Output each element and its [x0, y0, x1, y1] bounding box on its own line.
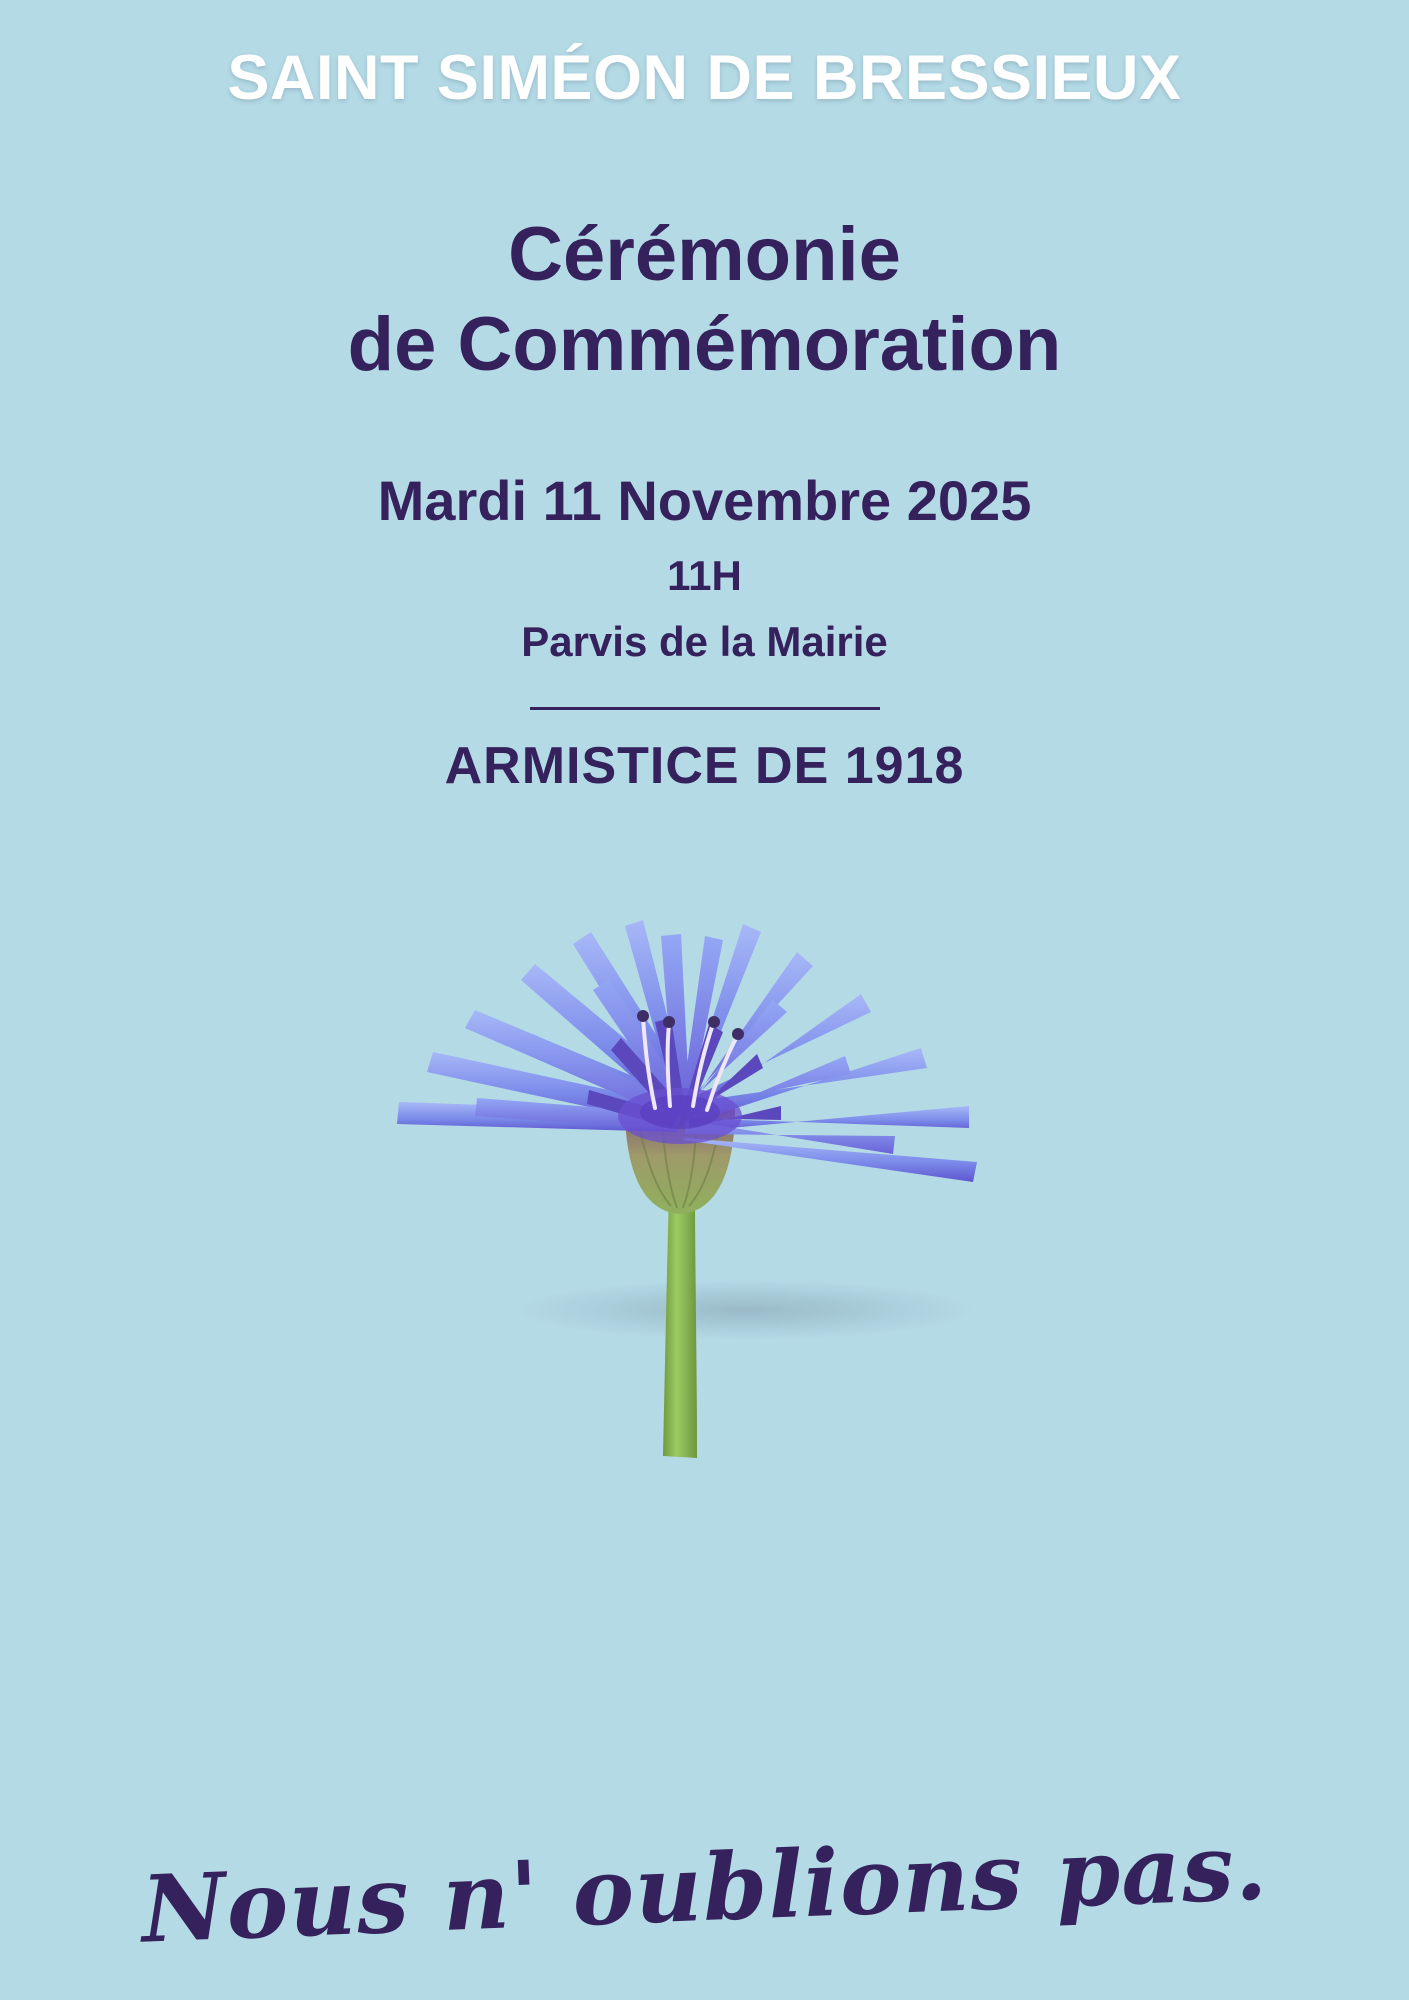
commune-name: SAINT SIMÉON DE BRESSIEUX — [227, 43, 1182, 113]
title-line-2: de Commémoration — [347, 301, 1062, 387]
title-line-1: Cérémonie — [508, 212, 901, 297]
illustration-area — [0, 840, 1409, 1540]
page-title — [0, 210, 1409, 389]
event-occasion: ARMISTICE DE 1918 — [444, 737, 965, 795]
cornflower-icon — [325, 840, 1085, 1540]
event-date: Mardi 11 Novembre 2025 — [377, 469, 1032, 532]
event-time: 11H — [667, 552, 742, 599]
closing-message: Nous n' oublions pas. — [139, 1812, 1270, 1964]
event-location: Parvis de la Mairie — [521, 618, 888, 665]
section-divider — [530, 707, 880, 710]
